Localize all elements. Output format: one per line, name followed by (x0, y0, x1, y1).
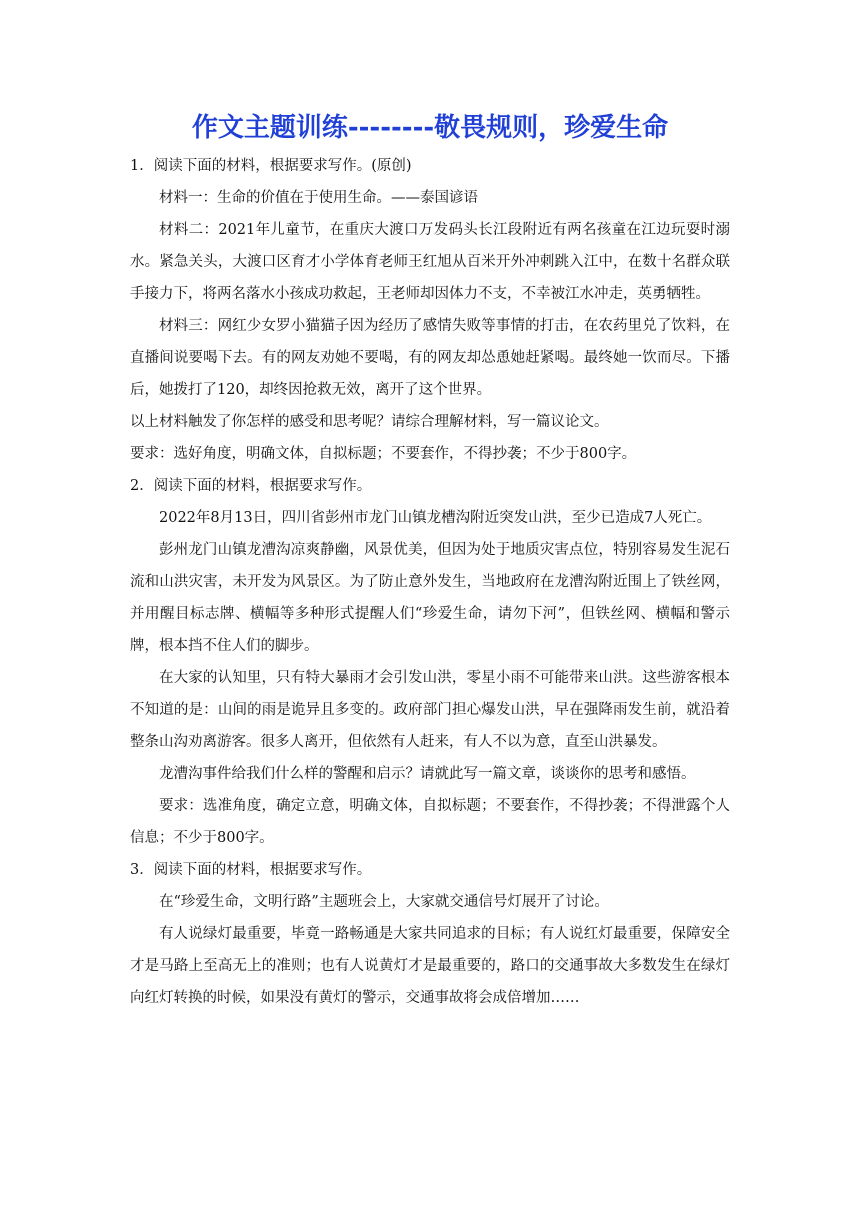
document-body (130, 150, 730, 1014)
q1-material-2: 材料二：2021年儿童节，在重庆大渡口万发码头长江段附近有两名孩童在江边玩耍时溺水。紧急关头，大渡口区育才小学体育老师王红旭从百米开外冲刺跳入江中，在数十名群众联手接力下，将两名落水小孩成功救起，王老师却因体力不支，不幸被江水冲走，英勇牺牲。 (130, 222, 730, 302)
q1-requirement: 要求：选好角度，明确文体，自拟标题；不要套作，不得抄袭；不少于800字。 (130, 446, 637, 462)
q2-paragraph-2: 彭州龙门山镇龙漕沟凉爽静幽，风景优美，但因为处于地质灾害点位，特别容易发生泥石流和山洪灾害，未开发为风景区。为了防止意外发生，当地政府在龙漕沟附近围上了铁丝网，并用醒目标志牌、横幅等多种形式提醒人们“珍爱生命，请勿下河”，但铁丝网、横幅和警示牌，根本挡不住人们的脚步。 (130, 542, 730, 654)
q3-paragraph-2: 有人说绿灯最重要，毕竟一路畅通是大家共同追求的目标；有人说红灯最重要，保障安全才是马路上至高无上的准则；也有人说黄灯才是最重要的，路口的交通事故大多数发生在绿灯向红灯转换的时候，如果没有黄灯的警示，交通事故将会成倍增加…… (130, 926, 730, 1006)
question-1-heading: 1．阅读下面的材料，根据要求写作。(原创) (130, 158, 412, 174)
document-title: 作文主题训练--------敬畏规则，珍爱生命 (191, 113, 669, 143)
q2-paragraph-4: 龙漕沟事件给我们什么样的警醒和启示？请就此写一篇文章，谈谈你的思考和感悟。 (159, 766, 696, 782)
q2-paragraph-3: 在大家的认知里，只有特大暴雨才会引发山洪，零星小雨不可能带来山洪。这些游客根本不知道的是：山间的雨是诡异且多变的。政府部门担心爆发山洪，早在强降雨发生前，就沿着整条山沟劝离游客。很多人离开，但依然有人赶来，有人不以为意，直至山洪暴发。 (130, 670, 730, 750)
q2-requirement: 要求：选准角度，确定立意，明确文体，自拟标题；不要套作，不得抄袭；不得泄露个人信息；不少于800字。 (130, 798, 730, 846)
question-2-heading: 2．阅读下面的材料，根据要求写作。 (130, 478, 372, 494)
q1-prompt: 以上材料触发了你怎样的感受和思考呢？请综合理解材料，写一篇议论文。 (130, 414, 609, 430)
q2-paragraph-1: 2022年8月13日，四川省彭州市龙门山镇龙槽沟附近突发山洪，至少已造成7人死亡。 (159, 510, 712, 526)
q1-material-1: 材料一：生命的价值在于使用生命。——泰国谚语 (159, 190, 478, 206)
q3-paragraph-1: 在“珍爱生命，文明行路”主题班会上，大家就交通信号灯展开了讨论。 (159, 894, 609, 910)
q1-material-3: 材料三：网红少女罗小猫猫子因为经历了感情失败等事情的打击，在农药里兑了饮料，在直播间说要喝下去。有的网友劝她不要喝，有的网友却怂恿她赶紧喝。最终她一饮而尽。下播后，她拨打了120，却终因抢救无效，离开了这个世界。 (130, 318, 730, 398)
question-3-heading: 3．阅读下面的材料，根据要求写作。 (130, 862, 372, 878)
